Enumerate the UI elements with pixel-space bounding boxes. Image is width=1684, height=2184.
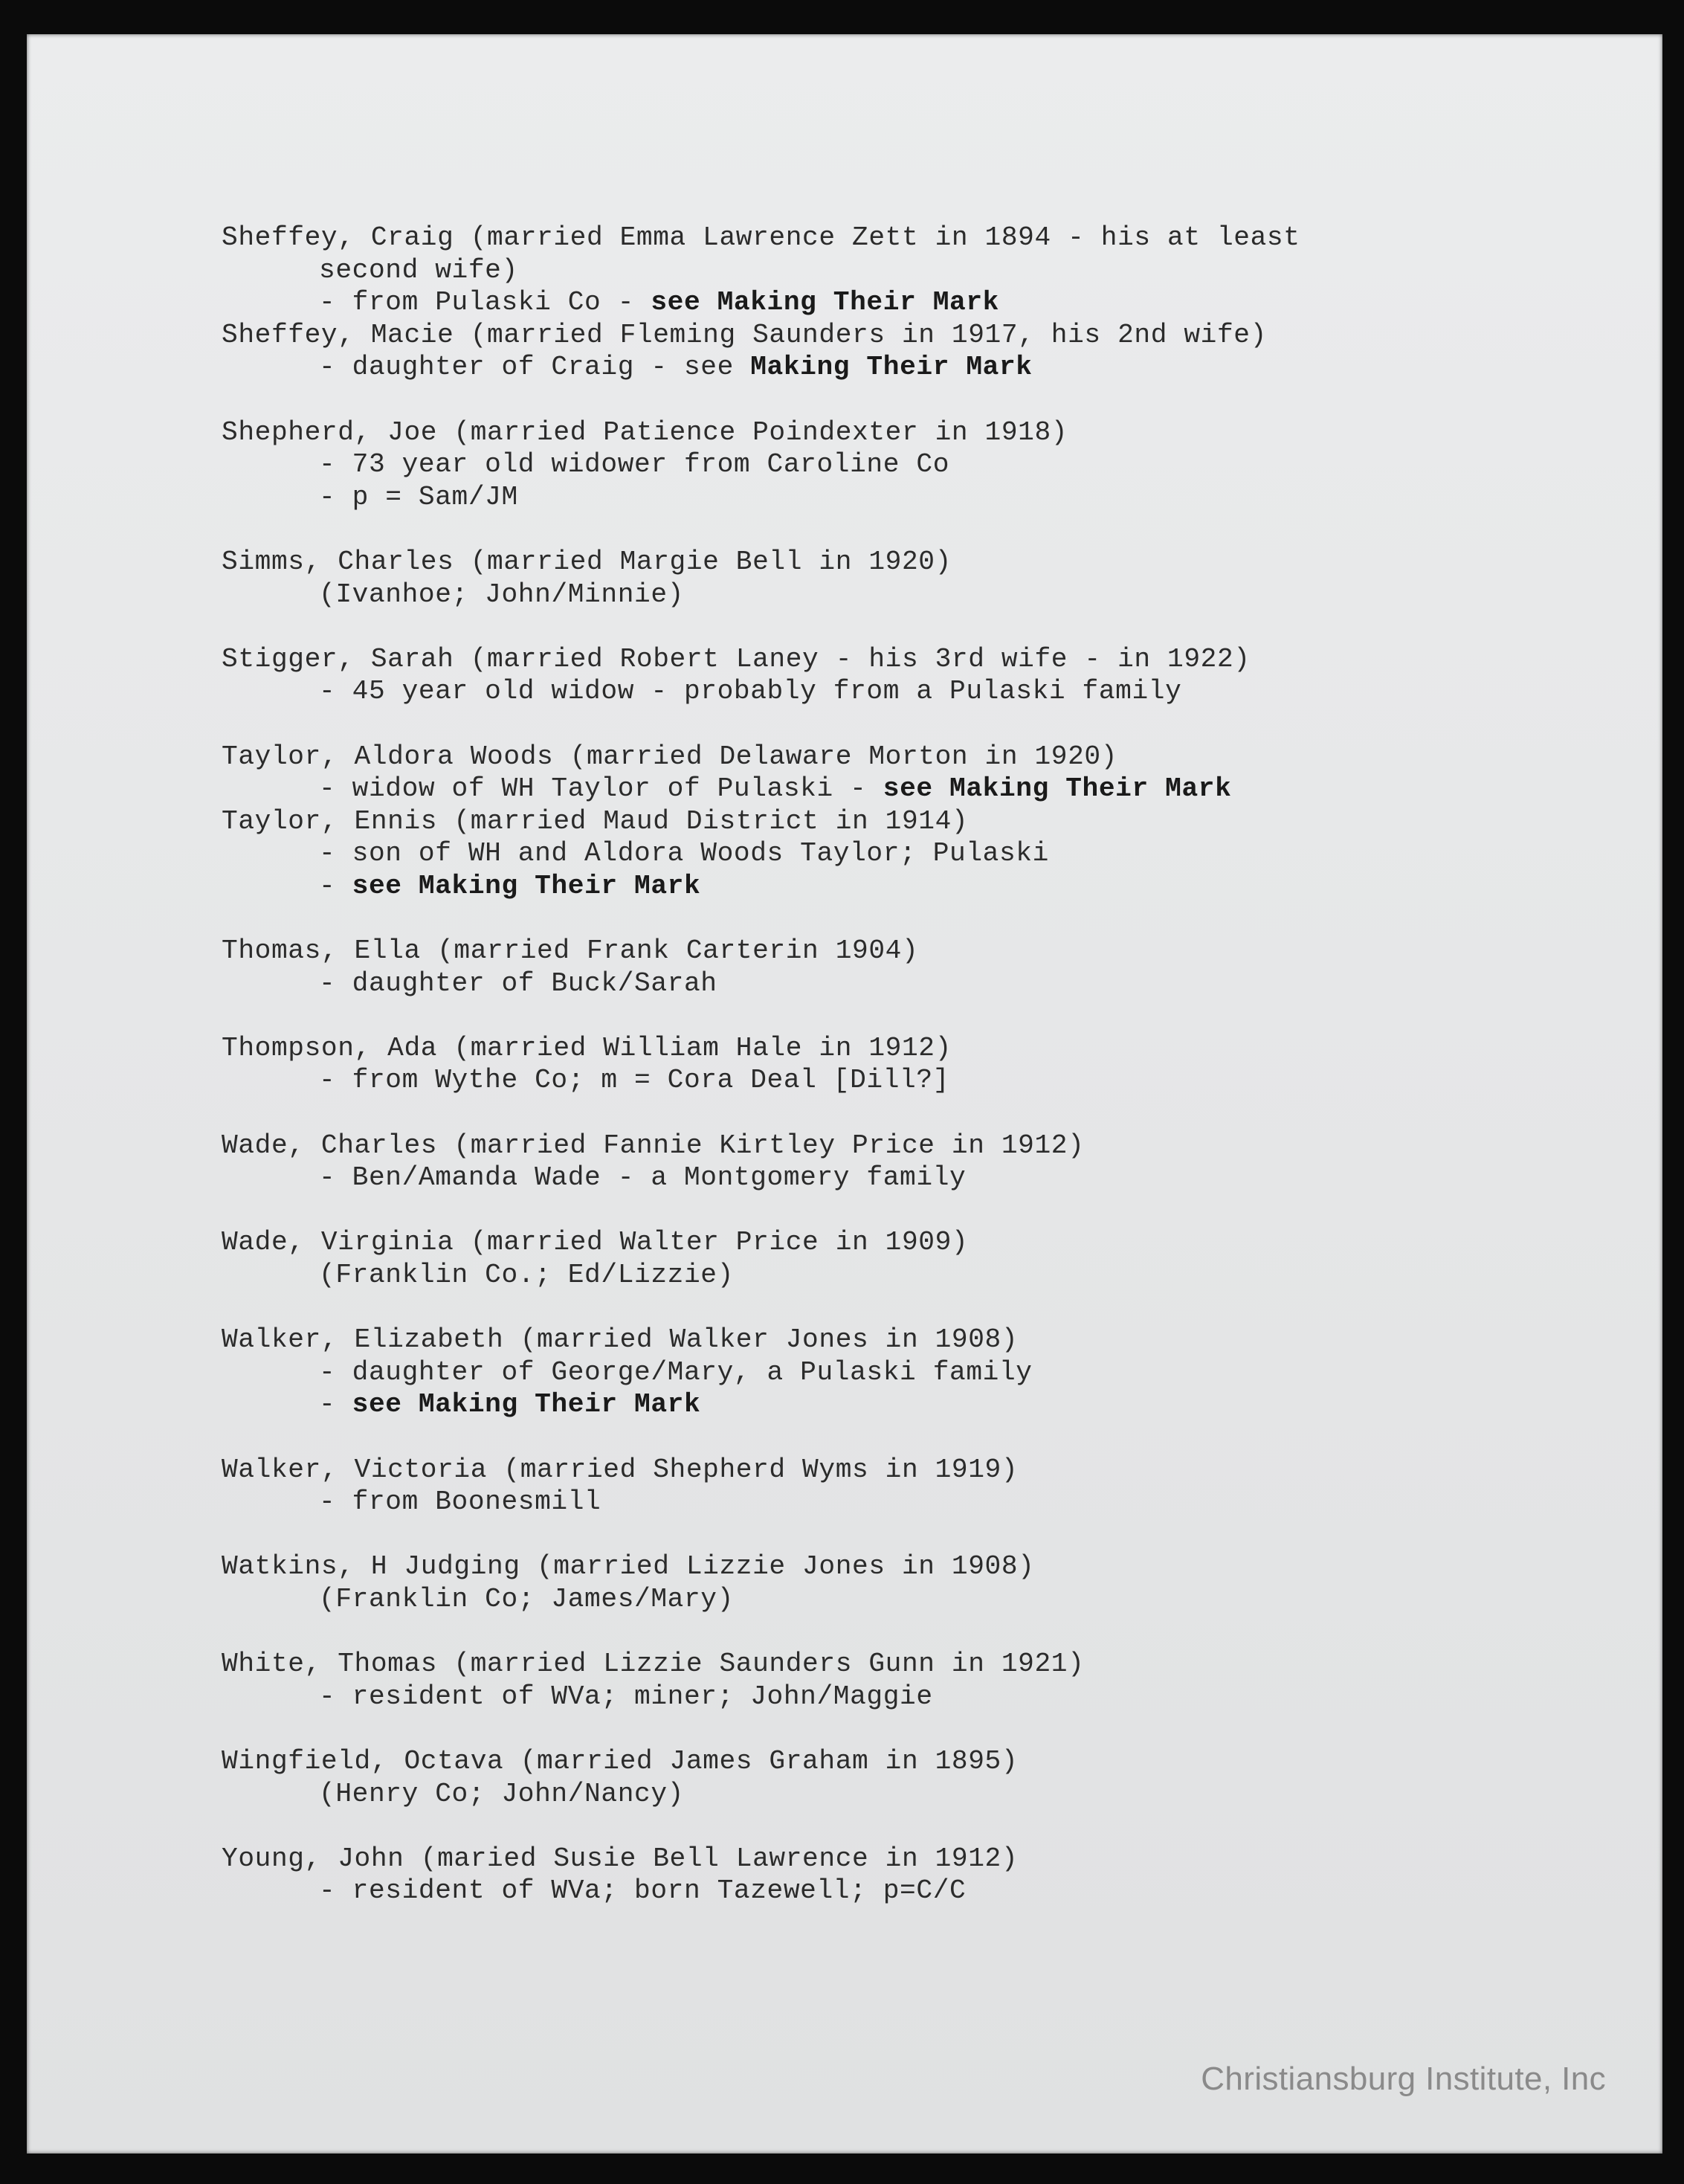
entry-text: Walker, Victoria (married Shepherd Wyms in 1919) [222, 1454, 1019, 1485]
entry-detail [222, 773, 1634, 805]
entry-detail [222, 967, 1634, 1000]
entry-text: - [319, 870, 352, 901]
entry-text: - 45 year old widow - probably from a Pulaski family [319, 676, 1182, 707]
reference-emphasis: see Making Their Mark [883, 773, 1232, 805]
entry-detail [222, 1875, 1634, 1907]
entry-heading [222, 741, 1634, 773]
entry-detail [222, 1064, 1634, 1097]
entry-text: second wife) [319, 254, 518, 286]
entry-text: Sheffey, Macie (married Fleming Saunders in 1917, his 2nd wife) [222, 319, 1267, 350]
entry-text: Walker, Elizabeth (married Walker Jones in 1908) [222, 1324, 1019, 1356]
entry-block [222, 1454, 1634, 1518]
entry-block [222, 741, 1634, 805]
entry-block [222, 1032, 1634, 1097]
genealogy-list [222, 222, 1634, 1939]
entry-text: - 73 year old widower from Caroline Co [319, 449, 950, 480]
entry-text: - p = Sam/JM [319, 481, 518, 512]
entry-block [222, 546, 1634, 611]
entry-block [222, 1324, 1634, 1421]
entry-detail [222, 1388, 1634, 1421]
entry-detail [222, 1356, 1634, 1389]
entry-text: - from Wythe Co; m = Cora Deal [Dill?] [319, 1065, 950, 1096]
entry-block [222, 805, 1634, 903]
entry-heading [222, 546, 1634, 579]
reference-emphasis: see Making Their Mark [352, 1389, 701, 1420]
entry-text: - daughter of George/Mary, a Pulaski family [319, 1356, 1033, 1388]
entry-heading [222, 1745, 1634, 1778]
entry-heading [222, 416, 1634, 449]
entry-detail [222, 1486, 1634, 1518]
entry-text: - resident of WVa; born Tazewell; p=C/C [319, 1875, 967, 1907]
entry-detail [222, 675, 1634, 708]
entry-heading [222, 1130, 1634, 1162]
entry-text: - widow of WH Taylor of Pulaski - [319, 773, 883, 805]
entry-text: Simms, Charles (married Margie Bell in 1920) [222, 546, 952, 577]
entry-text: - from Boonesmill [319, 1486, 601, 1518]
entry-text: (Franklin Co; James/Mary) [319, 1583, 734, 1614]
watermark: Christiansburg Institute, Inc [1201, 2061, 1606, 2097]
entry-block [222, 1648, 1634, 1713]
entry-heading [222, 1550, 1634, 1583]
entry-text: - son of WH and Aldora Woods Taylor; Pulaski [319, 838, 1049, 869]
entry-block [222, 319, 1634, 384]
entry-text: Wade, Charles (married Fannie Kirtley Price in 1912) [222, 1130, 1085, 1161]
reference-emphasis: see Making Their Mark [651, 287, 999, 318]
entry-text: - [319, 1389, 352, 1420]
entry-heading [222, 805, 1634, 838]
entry-block [222, 643, 1634, 708]
paper-sheet [27, 34, 1662, 2154]
entry-text: Sheffey, Craig (married Emma Lawrence Zett in 1894 - his at least [222, 222, 1300, 253]
entry-heading [222, 643, 1634, 676]
entry-detail [222, 254, 1634, 287]
entry-heading [222, 1226, 1634, 1259]
entry-detail [222, 286, 1634, 319]
entry-detail [222, 351, 1634, 384]
entry-text: Watkins, H Judging (married Lizzie Jones in 1908) [222, 1551, 1035, 1582]
entry-text: - resident of WVa; miner; John/Maggie [319, 1681, 933, 1712]
entry-detail [222, 1162, 1634, 1194]
entry-heading [222, 1843, 1634, 1875]
entry-text: - daughter of Craig - see [319, 352, 751, 383]
entry-heading [222, 319, 1634, 352]
entry-heading [222, 1032, 1634, 1065]
entry-block [222, 1843, 1634, 1907]
entry-detail [222, 1583, 1634, 1616]
entry-block [222, 935, 1634, 999]
entry-text: - from Pulaski Co - [319, 287, 651, 318]
entry-heading [222, 935, 1634, 967]
entry-detail [222, 1681, 1634, 1713]
entry-heading [222, 1454, 1634, 1486]
entry-text: White, Thomas (married Lizzie Saunders Gunn in 1921) [222, 1649, 1085, 1680]
entry-block [222, 222, 1634, 319]
entry-text: Stigger, Sarah (married Robert Laney - his 3rd wife - in 1922) [222, 643, 1251, 674]
entry-text: (Henry Co; John/Nancy) [319, 1778, 684, 1809]
entry-text: Taylor, Ennis (married Maud District in 1914) [222, 805, 969, 837]
reference-emphasis: Making Their Mark [750, 352, 1033, 383]
entry-heading [222, 222, 1634, 254]
entry-detail [222, 870, 1634, 903]
entry-heading [222, 1648, 1634, 1681]
entry-text: Shepherd, Joe (married Patience Poindexter in 1918) [222, 416, 1068, 448]
entry-text: Young, John (maried Susie Bell Lawrence in 1912) [222, 1843, 1019, 1874]
entry-block [222, 1745, 1634, 1810]
entry-text: (Franklin Co.; Ed/Lizzie) [319, 1260, 734, 1290]
entry-detail [222, 837, 1634, 870]
entry-text: - daughter of Buck/Sarah [319, 967, 717, 999]
entry-text: (Ivanhoe; John/Minnie) [319, 579, 684, 610]
entry-detail [222, 448, 1634, 481]
entry-text: Wingfield, Octava (married James Graham in 1895) [222, 1745, 1019, 1776]
entry-detail [222, 1778, 1634, 1811]
entry-block [222, 1130, 1634, 1194]
entry-detail [222, 579, 1634, 611]
entry-text: Thomas, Ella (married Frank Carterin 1904) [222, 935, 919, 967]
entry-block [222, 1550, 1634, 1615]
entry-text: Thompson, Ada (married William Hale in 1912) [222, 1032, 952, 1063]
entry-text: - Ben/Amanda Wade - a Montgomery family [319, 1162, 967, 1194]
entry-detail [222, 481, 1634, 514]
entry-text: Wade, Virginia (married Walter Price in 1909) [222, 1227, 969, 1258]
entry-detail [222, 1259, 1634, 1292]
reference-emphasis: see Making Their Mark [352, 870, 701, 901]
entry-heading [222, 1324, 1634, 1356]
entry-text: Taylor, Aldora Woods (married Delaware Morton in 1920) [222, 741, 1118, 772]
entry-block [222, 416, 1634, 514]
entry-block [222, 1226, 1634, 1291]
